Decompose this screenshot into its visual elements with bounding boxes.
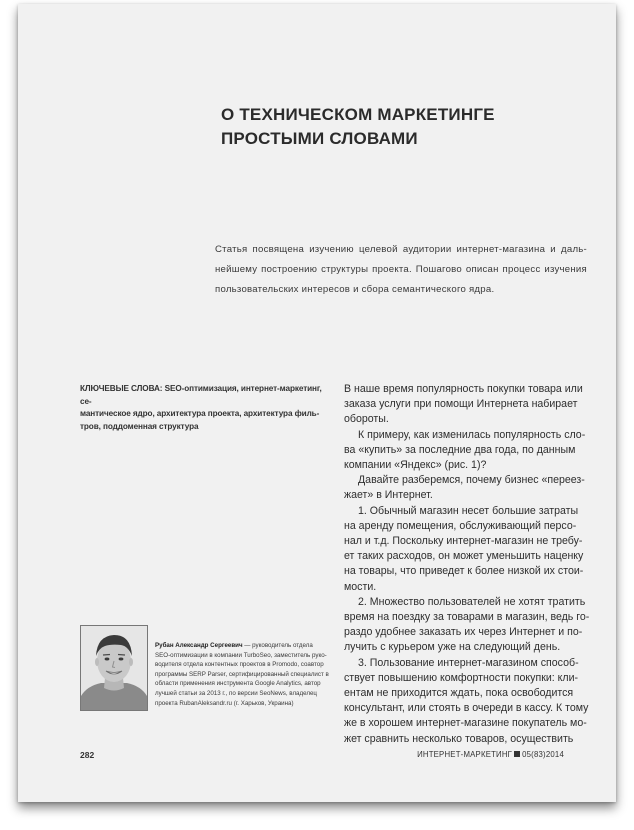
body-text-line: время на поездку за товарами в магазин, ведь го- [344,611,590,624]
bio-line-text: — руководитель отдела [242,642,313,649]
body-text-line: ва «купить» за последние два года, по данным [344,443,576,456]
body-text-line: жет сравнить несколько товаров, осуществить [344,732,574,745]
issue-number: 05(83)2014 [522,750,564,759]
body-text-line: ентам не приходится ждать, пока освободится [344,687,574,700]
journal-page [18,4,616,802]
body-text-line: на товары, что приведет к более низкой их стои- [344,565,584,578]
body-text-line: мости. [344,580,377,593]
body-text-line: нал и т.д. Поскольку интернет-магазин не требу- [344,535,583,548]
bio-line: области применения инструмента Google Analytics, автор [155,680,321,688]
body-text-line: К примеру, как изменилась популярность сло- [358,428,586,441]
author-name: Рубан Александр Сергеевич [155,642,243,649]
body-text-line: же в хорошем интернет-магазине покупатель мо- [344,717,587,730]
body-text-line: Давайте разберемся, почему бизнес «переез- [358,474,585,487]
keywords-line: КЛЮЧЕВЫЕ СЛОВА: SEO-оптимизация, интернет-маркетинг, се- [80,384,322,406]
author-photo [80,625,148,711]
body-text-line: 1. Обычный магазин несет большие затраты [358,504,579,517]
abstract-line: нейшему построению структуры проекта. Пошагово описан процесс изучения [215,264,587,275]
bio-line: водителя отдела контентных проектов в Promodo, соавтор [155,661,324,669]
keywords-line: тров, поддоменная структура [80,421,199,431]
article-abstract [215,240,587,300]
bio-line [155,641,335,651]
body-text-line: обороты. [344,413,389,426]
title-line-1: О ТЕХНИЧЕСКОМ МАРКЕТИНГЕ [221,105,495,124]
body-text-line: лучить с курьером уже на следующий день. [344,641,561,654]
body-text-line: В наше время популярность покупки товара или [344,383,583,395]
article-title [221,103,551,151]
article-body [344,382,594,747]
abstract-line: Статья посвящена изучению целевой аудитории интернет-магазина и даль- [215,244,587,255]
keywords-block [80,383,325,433]
body-text-line: ствует повышению комфортности покупки: кли- [344,671,579,684]
bio-line: программы SERP Parser, сертифицированный специалист в [155,670,329,678]
bio-line: лучшей статьи за 2013 г., по версии SeoNews, владелец [155,689,317,697]
journal-footer [417,750,564,759]
author-portrait-image [81,626,147,710]
bio-line: SEO-оптимизации в компании TurboSeo, заместитель руко- [155,651,327,659]
title-line-2: ПРОСТЫМИ СЛОВАМИ [221,129,418,148]
body-text-line: раздо удобнее заказать их через Интернет и по- [344,626,583,639]
keywords-line: мантическое ядро, архитектура проекта, архитектура филь- [80,409,320,418]
journal-name: ИНТЕРНЕТ-МАРКЕТИНГ [417,750,513,759]
page-number: 282 [80,750,95,760]
abstract-line: пользовательских интересов и сбора семантического ядра. [215,284,495,295]
author-bio [155,641,335,708]
body-text-line: 3. Пользование интернет-магазином способ- [358,656,579,669]
body-text-line: 2. Множество пользователей не хотят тратить [358,595,586,608]
body-text-line: компании «Яндекс» (рис. 1)? [344,459,487,472]
body-text-line: консультант, или стоять в очереди в кассу. К тому [344,702,589,715]
body-text-line: жает» в Интернет. [344,489,433,502]
bio-line: проекта RubanAleksandr.ru (г. Харьков, Украина) [155,699,294,707]
square-separator-icon [514,751,520,757]
body-text-line: на аренду помещения, обслуживающий персо- [344,519,577,532]
body-text-line: ет таких расходов, он может уменьшить наценку [344,550,584,563]
body-text-line: заказа услуги при помощи Интернета набирает [344,398,578,411]
